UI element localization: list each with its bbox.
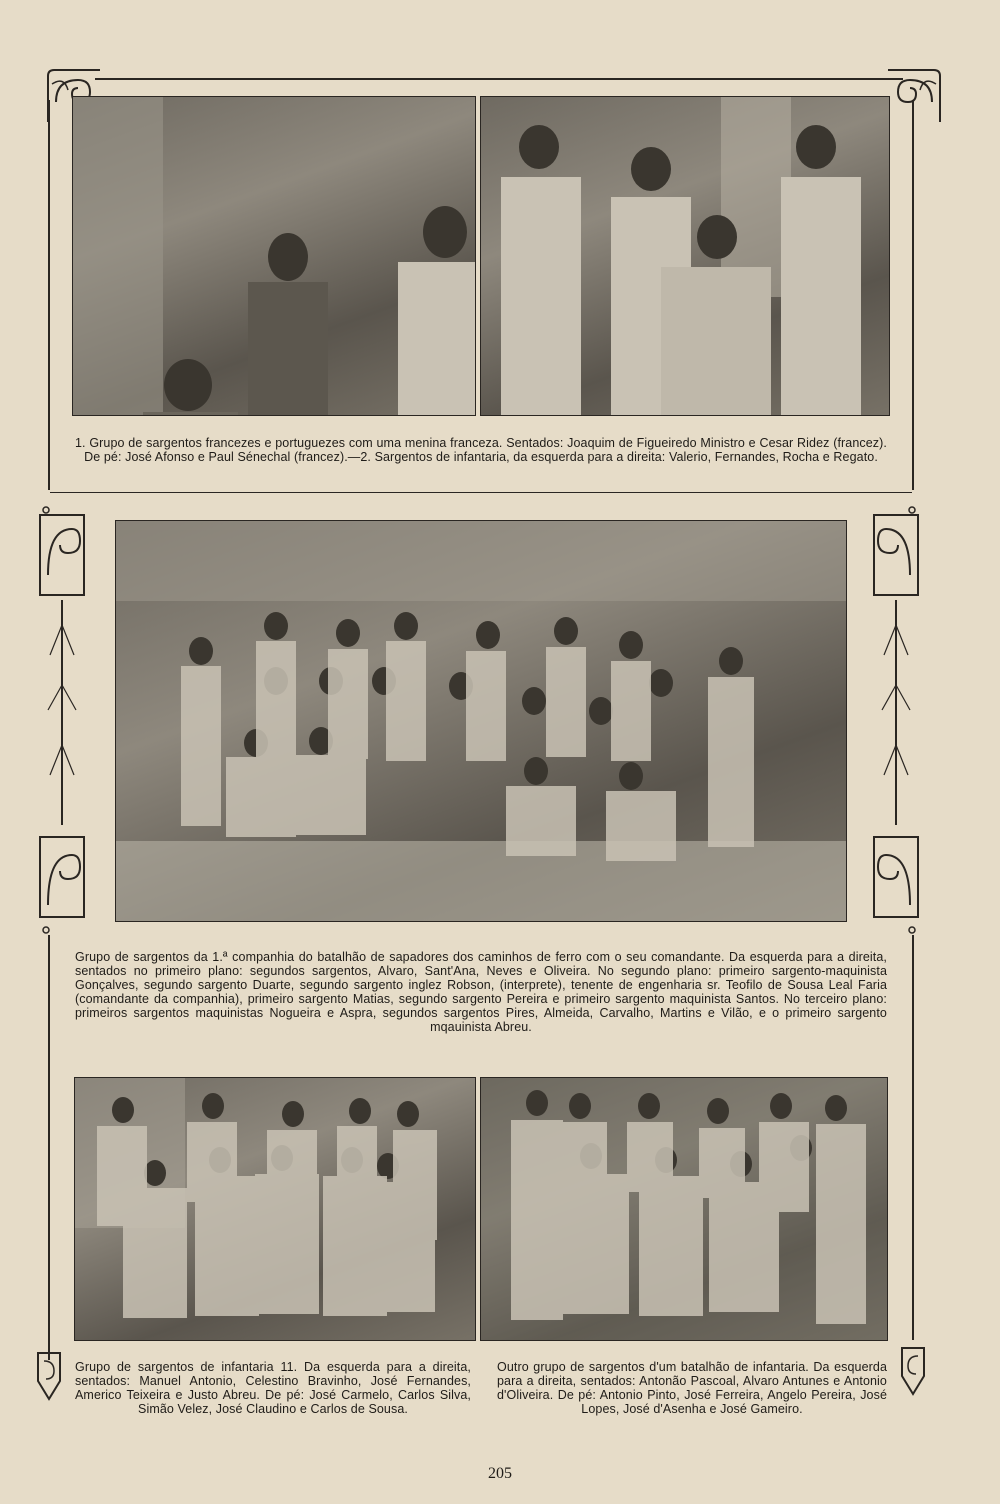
caption-middle: Grupo de sargentos da 1.ª companhia do batalhão de sapadores dos caminhos de ferro com o seu comandante. Da esquerda para a direita, sentados no primeiro plano: segundos sargentos, Alvaro, Sant'Ana, Neves e Oliveira. No segundo plano: primeiro sargento-maquinista Gonçalves, segundo sargento Duarte, segundo sargento inglez Robson, (interprete), tenente de engenharia sr. Teofilo de Sousa Leal Faria (comandante da companhia), primeiro sargento Matias, segundo sargento Pereira e primeiro sargento maquinista Santos. No terceiro plano: primeiros sargentos maquinistas Nogueira e Aspra, segundos sargentos Pires, Almeida, Carvalho, Martins e Vilão, e o primeiro sargento mqauinista Abreu. bbox=[75, 950, 887, 1034]
bottom-ornament-right-icon bbox=[898, 1340, 928, 1400]
corner-ornament-top-right-icon bbox=[880, 62, 950, 132]
caption-top: 1. Grupo de sargentos francezes e portuguezes com uma menina franceza. Sentados: Joaquim de Figueiredo Ministro e Cesar Ridez (francez). De pé: José Afonso e Paul Sénechal (francez).—2. Sargentos de infantaria, da esquerda para a direita: Valerio, Fernandes, Rocha e Regato. bbox=[75, 436, 887, 464]
photo-railway-sappers-company bbox=[115, 520, 847, 922]
page-number: 205 bbox=[488, 1465, 512, 1482]
frame-left-rule-top bbox=[48, 100, 50, 490]
caption-bottom-left: Grupo de sargentos de infantaria 11. Da esquerda para a direita, sentados: Manuel Antonio, Celestino Bravinho, José Fernandes, Americo Teixeira e Justo Abreu. De pé: José Carmelo, Carlos Silva, Simão Velez, José Claudino e Carlos de Sousa. bbox=[75, 1360, 471, 1416]
frame-divider-1 bbox=[50, 492, 912, 493]
photo-infantry-11-sergeants bbox=[74, 1077, 476, 1341]
side-ornament-left-icon bbox=[36, 505, 96, 935]
side-ornament-right-icon bbox=[862, 505, 922, 935]
photo-sergeants-with-girl bbox=[72, 96, 476, 416]
frame-left-rule-mid bbox=[48, 935, 50, 1360]
photo-infantry-battalion-sergeants bbox=[480, 1077, 888, 1341]
photo-infantry-sergeants-four bbox=[480, 96, 890, 416]
bottom-ornament-left-icon bbox=[34, 1345, 64, 1405]
frame-top-rule bbox=[95, 78, 903, 80]
caption-bottom-right: Outro grupo de sargentos d'um batalhão de infantaria. Da esquerda para a direita, sentados: Antonão Pascoal, Alvaro Antunes e Antonio d'Oliveira. De pé: Antonio Pinto, José Ferreira, Angelo Pereira, José Lopes, José d'Asenha e José Gameiro. bbox=[497, 1360, 887, 1416]
frame-right-rule-top bbox=[912, 100, 914, 490]
frame-right-rule-mid bbox=[912, 935, 914, 1340]
